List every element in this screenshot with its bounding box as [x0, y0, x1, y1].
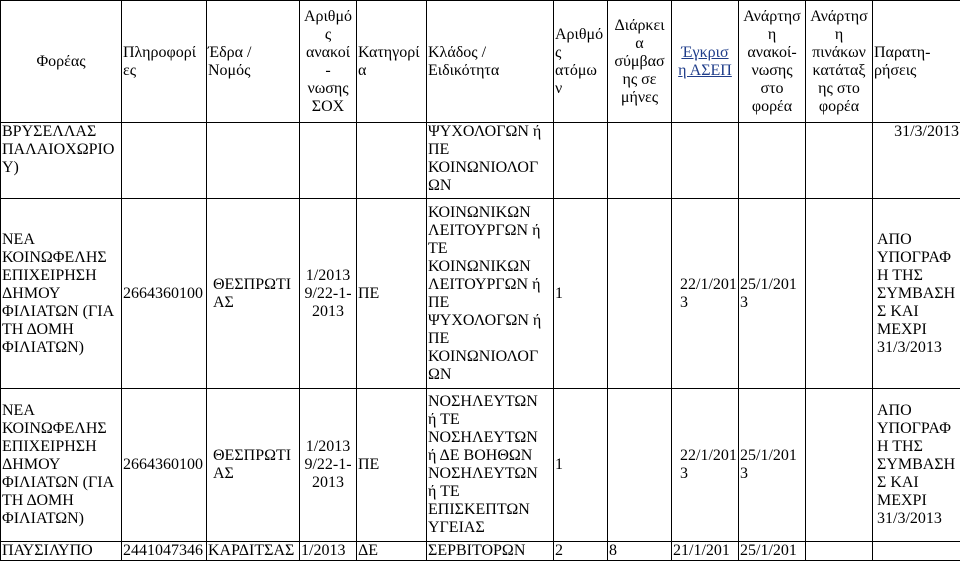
cell-anartisi-pinakon	[806, 199, 873, 389]
cell-paratiriseis: 31/3/2013	[873, 123, 960, 199]
cell-arithmos-atomon: 1	[554, 389, 608, 542]
cell-paratiriseis: ΑΠΟ ΥΠΟΓΡΑΦ Η ΤΗΣ ΣΥΜΒΑΣΗ Σ ΚΑΙ ΜΕΧΡΙ 31/3/2013	[873, 199, 960, 389]
cell-foreas: ΝΕΑ ΚΟΙΝΩΦΕΛΗΣ ΕΠΙΧΕΙΡΗΣΗ ΔΗΜΟΥ ΦΙΛΙΑΤΩΝ (ΓΙΑ ΤΗ ΔΟΜΗ ΦΙΛΙΑΤΩΝ)	[1, 389, 122, 542]
header-klados: Κλάδος / Ειδικότητα	[427, 1, 554, 123]
cell-egkrisi: 21/1/201	[672, 542, 739, 561]
cell-foreas: ΒΡΥΣΕΛΛΑΣ ΠΑΛΑΙΟΧΩΡΙΟ Υ)	[1, 123, 122, 199]
cell-klados: ΝΟΣΗΛΕΥΤΩΝ ή ΤΕ ΝΟΣΗΛΕΥΤΩΝ ή ΔΕ ΒΟΗΘΩΝ ΝΟΣΗΛΕΥΤΩΝ ή ΤΕ ΕΠΙΣΚΕΠΤΩΝ ΥΓΕΙΑΣ	[427, 389, 554, 542]
cell-arithmos-sox: 1/2013	[300, 542, 357, 561]
cell-arithmos-atomon: 2	[554, 542, 608, 561]
cell-klados: ΚΟΙΝΩΝΙΚΩΝ ΛΕΙΤΟΥΡΓΩΝ ή ΤΕ ΚΟΙΝΩΝΙΚΩΝ ΛΕΙΤΟΥΡΓΩΝ ή ΠΕ ΨΥΧΟΛΟΓΩΝ ή ΠΕ ΚΟΙΝΩΝΙΟΛΟΓ ΩΝ	[427, 199, 554, 389]
cell-egkrisi: 22/1/201 3	[672, 389, 739, 542]
table-row	[1, 542, 960, 561]
cell-plirofories: 2664360100	[122, 199, 207, 389]
cell-anartisi-anakoinosis: 25/1/201	[739, 542, 806, 561]
cell-arithmos-sox: 1/2013 9/22-1- 2013	[300, 199, 357, 389]
cell-katigoria	[357, 123, 427, 199]
cell-edra	[207, 123, 300, 199]
cell-anartisi-anakoinosis: 25/1/201 3	[739, 199, 806, 389]
header-arithmos-sox: Αριθμό ς ανακοί - νωσης ΣΟΧ	[300, 1, 357, 123]
cell-klados: ΣΕΡΒΙΤΟΡΩΝ	[427, 542, 554, 561]
cell-diarkeia	[608, 199, 672, 389]
cell-plirofories: 2664360100	[122, 389, 207, 542]
cell-foreas: ΠΑΥΣΙΛΥΠΟ	[1, 542, 122, 561]
header-egkrisi-link[interactable]: Έγκρισ η ΑΣΕΠ	[678, 43, 732, 79]
cell-foreas: ΝΕΑ ΚΟΙΝΩΦΕΛΗΣ ΕΠΙΧΕΙΡΗΣΗ ΔΗΜΟΥ ΦΙΛΙΑΤΩΝ (ΓΙΑ ΤΗ ΔΟΜΗ ΦΙΛΙΑΤΩΝ)	[1, 199, 122, 389]
table-row	[1, 199, 960, 389]
cell-katigoria: ΠΕ	[357, 199, 427, 389]
cell-katigoria: ΔΕ	[357, 542, 427, 561]
cell-diarkeia: 8	[608, 542, 672, 561]
cell-anartisi-pinakon	[806, 542, 873, 561]
cell-edra: ΘΕΣΠΡΩΤΙ ΑΣ	[207, 199, 300, 389]
cell-egkrisi: 22/1/201 3	[672, 199, 739, 389]
cell-plirofories	[122, 123, 207, 199]
cell-paratiriseis	[873, 542, 960, 561]
cell-arithmos-sox	[300, 123, 357, 199]
table-row	[1, 389, 960, 542]
header-foreas: Φορέας	[1, 1, 122, 123]
header-paratiriseis: Παρατη- ρήσεις	[873, 1, 960, 123]
cell-arithmos-atomon	[554, 123, 608, 199]
header-edra: Έδρα / Νομός	[207, 1, 300, 123]
cell-anartisi-pinakon	[806, 389, 873, 542]
cell-diarkeia	[608, 389, 672, 542]
cell-edra: ΚΑΡΔΙΤΣΑΣ	[207, 542, 300, 561]
header-arithmos-atomon: Αριθμό ς ατόμω ν	[554, 1, 608, 123]
cell-egkrisi	[672, 123, 739, 199]
header-plirofories: Πληροφορί ες	[122, 1, 207, 123]
table-row	[1, 123, 960, 199]
header-anartisi-pinakon: Ανάρτησ η πινάκων κατάταξ ης στο φορέα	[806, 1, 873, 123]
cell-anartisi-anakoinosis: 25/1/201 3	[739, 389, 806, 542]
cell-plirofories: 2441047346	[122, 542, 207, 561]
cell-diarkeia	[608, 123, 672, 199]
cell-anartisi-anakoinosis	[739, 123, 806, 199]
header-egkrisi[interactable]	[672, 1, 739, 123]
cell-anartisi-pinakon	[806, 123, 873, 199]
header-katigoria: Κατηγορί α	[357, 1, 427, 123]
header-anartisi-anakoinosis: Ανάρτησ η ανακοί- νωσης στο φορέα	[739, 1, 806, 123]
cell-katigoria: ΠΕ	[357, 389, 427, 542]
cell-paratiriseis: ΑΠΟ ΥΠΟΓΡΑΦ Η ΤΗΣ ΣΥΜΒΑΣΗ Σ ΚΑΙ ΜΕΧΡΙ 31/3/2013	[873, 389, 960, 542]
cell-arithmos-sox: 1/2013 9/22-1- 2013	[300, 389, 357, 542]
cell-arithmos-atomon: 1	[554, 199, 608, 389]
header-row	[1, 1, 960, 123]
cell-klados: ΨΥΧΟΛΟΓΩΝ ή ΠΕ ΚΟΙΝΩΝΙΟΛΟΓ ΩΝ	[427, 123, 554, 199]
header-diarkeia: Διάρκει α σύμβασ ης σε μήνες	[608, 1, 672, 123]
cell-edra: ΘΕΣΠΡΩΤΙ ΑΣ	[207, 389, 300, 542]
